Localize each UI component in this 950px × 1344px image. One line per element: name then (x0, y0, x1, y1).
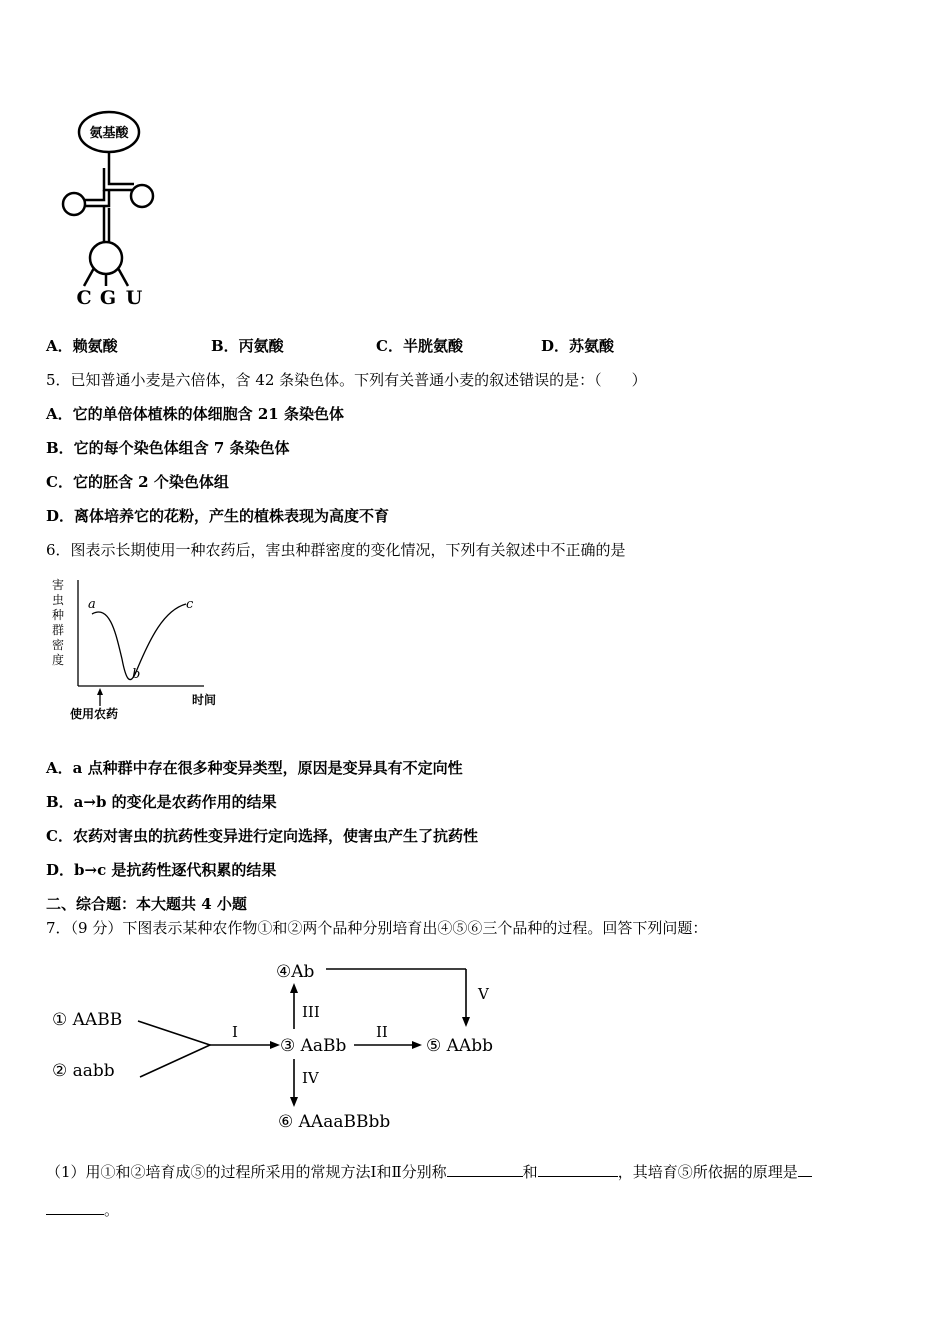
q7-sub1-cont (46, 1200, 119, 1220)
method-1-label: I (232, 1023, 238, 1041)
q7-sub1 (46, 1162, 812, 1182)
trna-figure (58, 108, 168, 308)
answer-blank-3b[interactable] (46, 1200, 104, 1215)
node-3: ③ AaBb (280, 1036, 347, 1056)
q7-sub1-text-1: （1）用①和②培育成⑤的过程所采用的常规方法Ⅰ和Ⅱ分别称 (46, 1163, 447, 1181)
point-c-label: c (186, 597, 194, 612)
chart-y-label-5: 密 (52, 638, 65, 652)
pest-density-chart (52, 574, 232, 724)
anticodon-base-3: U (125, 287, 143, 308)
event-arrow-head (97, 688, 103, 695)
answer-blank-3a[interactable] (798, 1162, 812, 1177)
method-5-label: V (478, 985, 489, 1003)
node-1: ① AABB (52, 1010, 123, 1030)
q7-sub1-text-2: ，其培育⑤所依据的原理是 (617, 1163, 798, 1181)
answer-blank-1[interactable] (447, 1162, 523, 1177)
q6-option-c: C．农药对害虫的抗药性变异进行定向选择，使害虫产生了抗药性 (46, 827, 478, 845)
section-heading: 二、综合题：本大题共 4 小题 (46, 895, 247, 913)
q5-option-b: B．它的每个染色体组含 7 条染色体 (46, 439, 290, 457)
point-a-label: a (88, 597, 96, 612)
method-2-label: II (376, 1023, 388, 1041)
method-3-label: III (302, 1003, 320, 1021)
chart-y-label-4: 群 (52, 623, 65, 637)
node-4: ④Ab (276, 962, 315, 982)
q7-sub1-and: 和 (522, 1163, 538, 1181)
q7-sub1-end: 。 (104, 1201, 120, 1219)
anticodon-base-2: G (99, 287, 117, 308)
q5-option-d: D．离体培养它的花粉，产生的植株表现为高度不育 (46, 507, 390, 525)
q6-option-d: D．b→c 是抗药性逐代积累的结果 (46, 861, 277, 879)
breeding-diagram (46, 955, 526, 1140)
q5-stem: 5．已知普通小麦是六倍体，含 42 条染色体。下列有关普通小麦的叙述错误的是：（ ） (46, 371, 647, 389)
trna-amino-label: 氨基酸 (89, 126, 129, 141)
node-2: ② aabb (52, 1061, 115, 1081)
method-4-label: IV (302, 1069, 319, 1087)
chart-y-label-2: 虫 (52, 593, 65, 607)
answer-blank-2[interactable] (538, 1162, 618, 1177)
chart-y-label-1: 害 (52, 578, 65, 592)
node-6: ⑥ AAaaBBbb (278, 1112, 391, 1132)
q5-option-c: C．它的胚含 2 个染色体组 (46, 473, 229, 491)
node-5: ⑤ AAbb (426, 1036, 493, 1056)
x-axis-label: 时间 (192, 693, 217, 707)
q4-option-b: B．丙氨酸 (211, 337, 284, 355)
q6-stem: 6．图表示长期使用一种农药后，害虫种群密度的变化情况，下列有关叙述中不正确的是 (46, 541, 626, 559)
q4-option-d: D．苏氨酸 (541, 337, 615, 355)
chart-y-label-6: 度 (52, 653, 65, 667)
q5-option-a: A．它的单倍体植株的体细胞含 21 条染色体 (46, 405, 344, 423)
q6-option-a: A．a 点种群中存在很多种变异类型，原因是变异具有不定向性 (46, 759, 463, 777)
q7-stem: 7．（9 分）下图表示某种农作物①和②两个品种分别培育出④⑤⑥三个品种的过程。回答下列问题： (46, 919, 708, 937)
q4-option-a: A．赖氨酸 (46, 337, 118, 355)
point-b-label: b (132, 667, 141, 682)
chart-y-label-3: 种 (52, 608, 65, 622)
q4-option-c: C．半胱氨酸 (376, 337, 463, 355)
event-label: 使用农药 (70, 707, 119, 721)
q6-option-b: B．a→b 的变化是农药作用的结果 (46, 793, 277, 811)
anticodon-base-1: C (76, 287, 92, 308)
